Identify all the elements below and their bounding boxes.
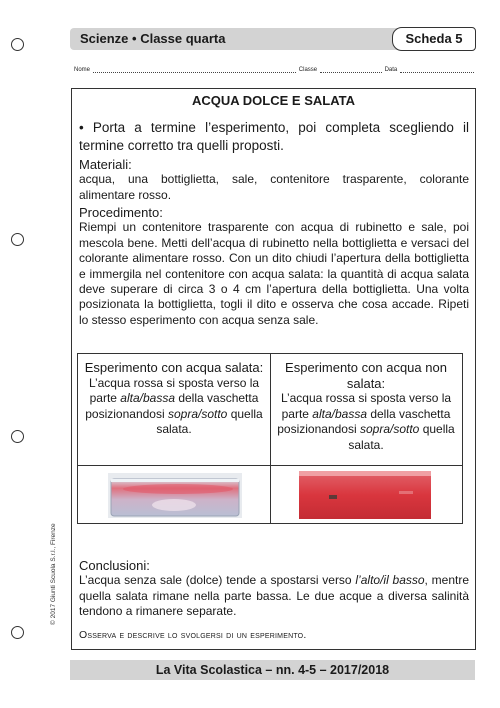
class-field[interactable]: [320, 66, 381, 73]
name-field[interactable]: [93, 66, 296, 73]
materials-text: acqua, una bottiglietta, sale, contenitore trasparente, colorante alimentare rosso.: [79, 172, 469, 202]
experiment-table: [77, 353, 463, 524]
conclusions-section: [79, 558, 469, 620]
binder-hole: [11, 430, 24, 443]
choice-above-below[interactable]: sopra/sotto: [359, 422, 420, 436]
salt-water-photo: [108, 473, 242, 518]
copyright-notice: © 2017 Giunti Scuola S.r.l., Firenze: [50, 523, 57, 625]
name-label: Nome: [74, 67, 91, 73]
class-label: Classe: [298, 67, 318, 73]
worksheet-content: [71, 88, 476, 650]
experiment-fresh-title: Esperimento con acqua non salata:: [285, 360, 447, 391]
materials-section: [79, 157, 469, 203]
choice-up-down[interactable]: l’alto/il basso: [355, 573, 425, 588]
footer-bar: La Vita Scolastica – nn. 4-5 – 2017/2018: [70, 660, 475, 680]
date-label: Data: [384, 67, 398, 73]
sheet-number-badge: Scheda 5: [392, 27, 476, 51]
choice-above-below[interactable]: sopra/sotto: [167, 406, 228, 421]
conclusions-heading: Conclusioni:: [79, 558, 150, 573]
date-field[interactable]: [400, 66, 474, 73]
experiment-salt-cell: [81, 360, 267, 438]
page-title: ACQUA DOLCE E SALATA: [192, 93, 355, 108]
binder-hole: [11, 233, 24, 246]
experiment-salt-title: Esperimento con acqua salata:: [84, 360, 264, 375]
materials-heading: Materiali:: [79, 157, 132, 172]
student-info-line: [74, 66, 474, 73]
table-divider: [270, 354, 271, 523]
experiment-fresh-text: L’acqua rossa si sposta verso la parte alta/bassa della vaschetta posizionandosi sopra/sotto quella salata.: [277, 391, 455, 452]
subject-label: Scienze • Classe quarta: [80, 31, 226, 46]
experiment-fresh-cell: [273, 360, 459, 453]
choice-high-low[interactable]: alta/bassa: [312, 406, 367, 421]
instruction-text: • Porta a termine l’esperimento, poi completa scegliendo il termine corretto tra quelli proposti.: [79, 120, 469, 153]
procedure-text: Riempi un contenitore trasparente con acqua di rubinetto e sale, poi mescola bene. Metti dell’acqua di rubinetto nella bottiglietta e versaci del colorante alimentare rosso. Con un dito chiudi l’apertura della bottiglietta e immergila nel contenitore con acqua salata: la quantità di acqua salata deve superare di circa 3 o 4 cm l’apertura della bottiglietta. Una volta posizionata la bottiglietta, togli il dito e osserva che cosa accade. Ripeti lo stesso esperimento con acqua senza sale.: [79, 220, 469, 327]
learning-objective: Osserva e descrive lo svolgersi di un esperimento.: [79, 629, 307, 641]
fresh-water-photo: [299, 471, 431, 519]
binder-hole: [11, 626, 24, 639]
table-divider: [78, 465, 462, 466]
experiment-salt-text: L’acqua rossa si sposta verso la parte alta/bassa della vaschetta posizionandosi sopra/sotto quella salata.: [85, 375, 263, 436]
binder-hole: [11, 38, 24, 51]
choice-high-low[interactable]: alta/bassa: [120, 391, 175, 405]
procedure-section: [79, 205, 469, 328]
conclusions-text: L’acqua senza sale (dolce) tende a spostarsi verso l’alto/il basso, mentre quella salata rimane nella parte bassa. Le due acque a diversa salinità tendono a rimanere separate.: [79, 573, 470, 619]
procedure-heading: Procedimento:: [79, 205, 163, 220]
header-bar: [70, 28, 475, 50]
